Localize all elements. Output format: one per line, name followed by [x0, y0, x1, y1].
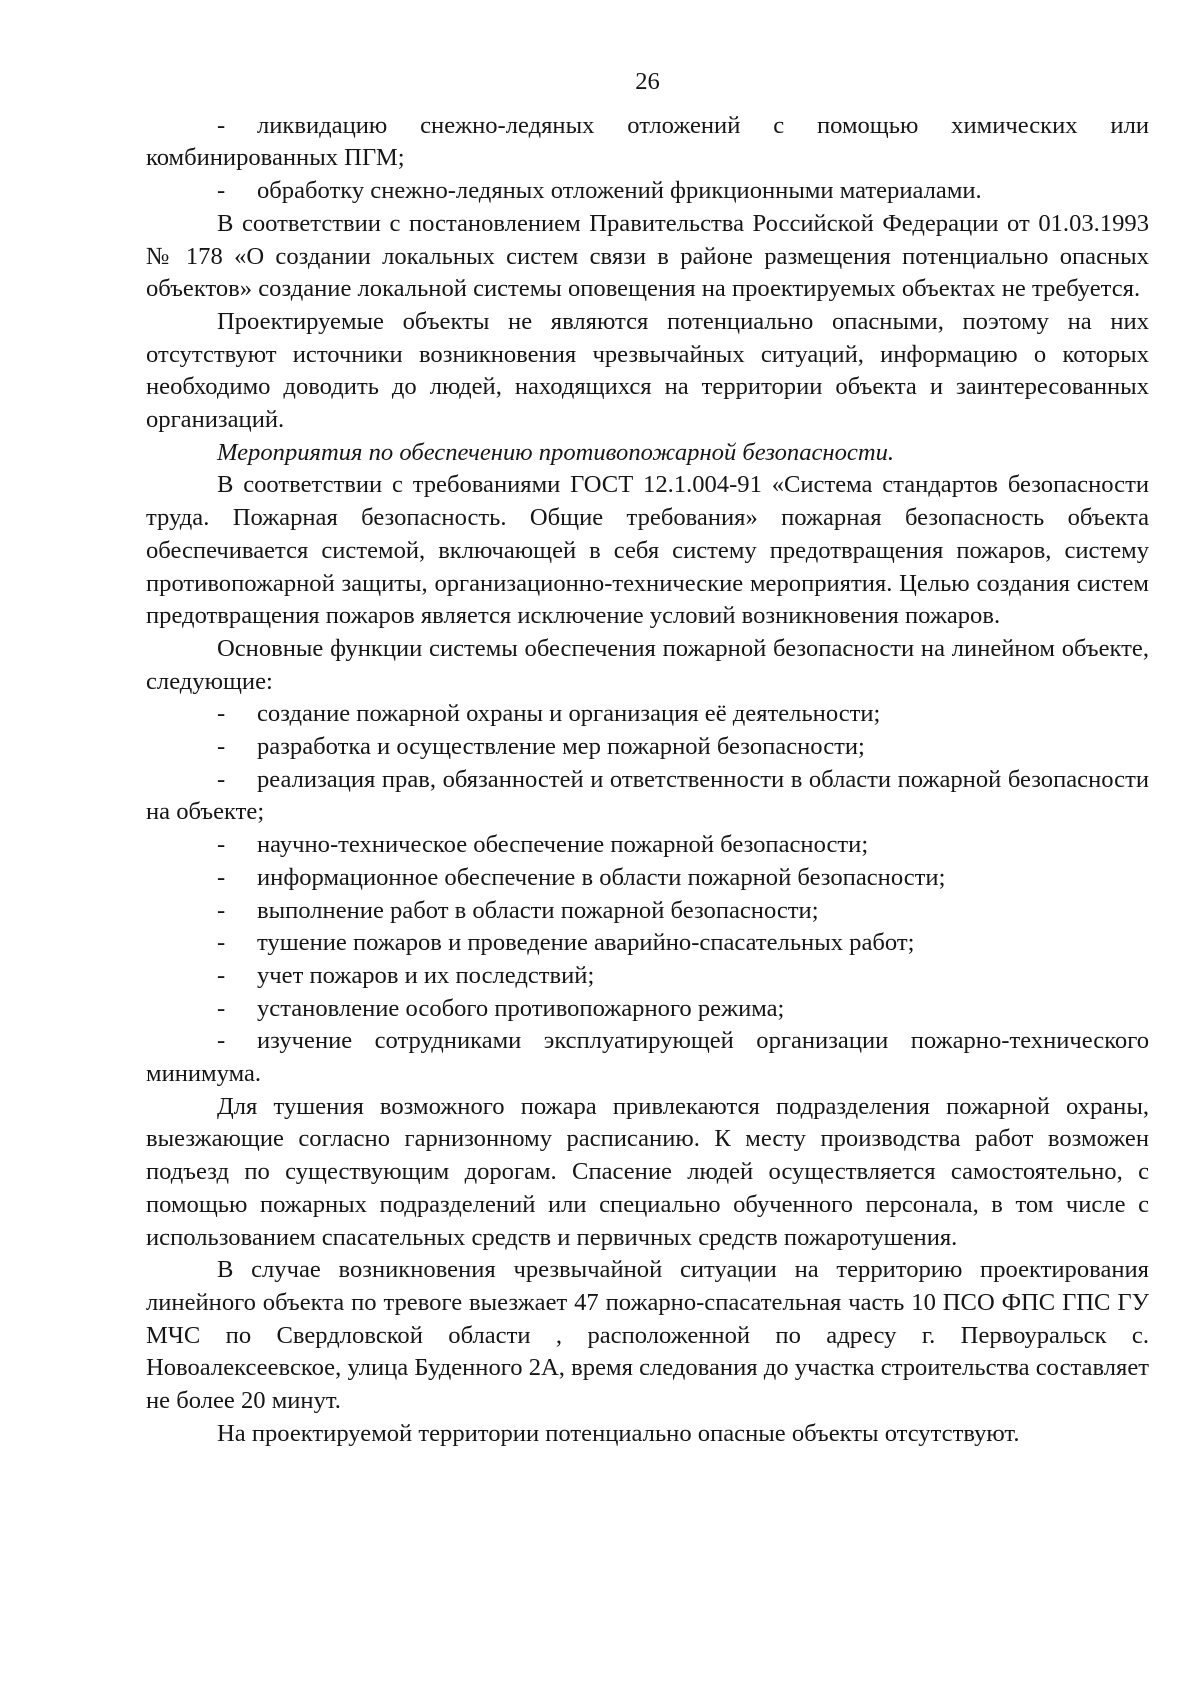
- list-item: [146, 175, 1149, 208]
- dash-bullet: -: [217, 765, 226, 793]
- list-item: [146, 993, 1149, 1026]
- dash-bullet: -: [217, 700, 226, 728]
- list-item: [146, 960, 1149, 993]
- list-item-text: изучение сотрудниками эксплуатирующей организации пожарно-технического минимума.: [146, 1027, 1149, 1088]
- paragraph: Для тушения возможного пожара привлекаются подразделения пожарной охраны, выезжающие согласно гарнизонному расписанию. К месту производства работ возможен подъезд по существующим дорогам. Спасение людей осуществляется самостоятельно, с помощью пожарных подразделений или специально обученного персонала, в том числе с использованием спасательных средств и первичных средств пожаротушения.: [146, 1092, 1149, 1251]
- dash-bullet: -: [217, 177, 226, 205]
- list-item: [146, 862, 1149, 895]
- list-item-text: учет пожаров и их последствий;: [257, 961, 595, 989]
- list-item-text: установление особого противопожарного режима;: [257, 994, 785, 1022]
- dash-bullet: -: [217, 929, 226, 957]
- list-item-text: реализация прав, обязанностей и ответственности в области пожарной безопасности на объекте;: [146, 765, 1149, 826]
- paragraph: В соответствии с постановлением Правительства Российской Федерации от 01.03.1993 № 178 «О создании локальных систем связи в районе размещения потенциально опасных объектов» создание локальной системы оповещения на проектируемых объектах не требуется.: [146, 209, 1149, 303]
- list-item: [146, 110, 1149, 175]
- page-number: 26: [635, 68, 660, 95]
- dash-bullet: -: [217, 896, 226, 924]
- paragraph: На проектируемой территории потенциально опасные объекты отсутствуют.: [217, 1419, 1020, 1447]
- paragraph: Проектируемые объекты не являются потенциально опасными, поэтому на них отсутствуют источники возникновения чрезвычайных ситуаций, информацию о которых необходимо доводить до людей, находящихся на территории объекта и заинтересованных организаций.: [146, 307, 1149, 434]
- list-item: [146, 1025, 1149, 1090]
- list-item: [146, 829, 1149, 862]
- list-item: [146, 927, 1149, 960]
- dash-bullet: -: [217, 1027, 226, 1055]
- dash-bullet: -: [217, 831, 226, 859]
- dash-bullet: -: [217, 111, 226, 139]
- paragraph: Основные функции системы обеспечения пожарной безопасности на линейном объекте, следующие:: [146, 634, 1149, 695]
- dash-bullet: -: [217, 863, 226, 891]
- list-item-text: тушение пожаров и проведение аварийно-спасательных работ;: [257, 929, 915, 957]
- list-item-text: создание пожарной охраны и организация её деятельности;: [257, 700, 881, 728]
- dash-bullet: -: [217, 961, 226, 989]
- document-page: [146, 66, 1149, 1451]
- list-item: [146, 698, 1149, 731]
- dash-bullet: -: [217, 733, 226, 761]
- list-item: [146, 731, 1149, 764]
- list-item-text: разработка и осуществление мер пожарной безопасности;: [257, 733, 865, 761]
- list-item-text: ликвидацию снежно-ледяных отложений с помощью химических или комбинированных ПГМ;: [146, 111, 1149, 172]
- list-item-text: выполнение работ в области пожарной безопасности;: [257, 896, 819, 924]
- list-item-text: информационное обеспечение в области пожарной безопасности;: [257, 863, 946, 891]
- list-item-text: научно-техническое обеспечение пожарной безопасности;: [257, 831, 869, 859]
- paragraph: В случае возникновения чрезвычайной ситуации на территорию проектирования линейного объекта по тревоге выезжает 47 пожарно-спасательная часть 10 ПСО ФПС ГПС ГУ МЧС по Свердловской области , расположенной по адресу г. Первоуральск с. Новоалексеевское, улица Буденного 2А, время следования до участка строительства составляет не более 20 минут.: [146, 1256, 1149, 1415]
- list-item: [146, 764, 1149, 829]
- list-item-text: обработку снежно-ледяных отложений фрикционными материалами.: [257, 177, 982, 205]
- list-item: [146, 895, 1149, 928]
- paragraph: В соответствии с требованиями ГОСТ 12.1.004-91 «Система стандартов безопасности труда. Пожарная безопасность. Общие требования» пожарная безопасность объекта обеспечивается системой, включающей в себя систему предотвращения пожаров, систему противопожарной защиты, организационно-технические мероприятия. Целью создания систем предотвращения пожаров является исключение условий возникновения пожаров.: [146, 471, 1149, 630]
- dash-bullet: -: [217, 994, 226, 1022]
- section-heading: Мероприятия по обеспечению противопожарной безопасности.: [217, 438, 895, 466]
